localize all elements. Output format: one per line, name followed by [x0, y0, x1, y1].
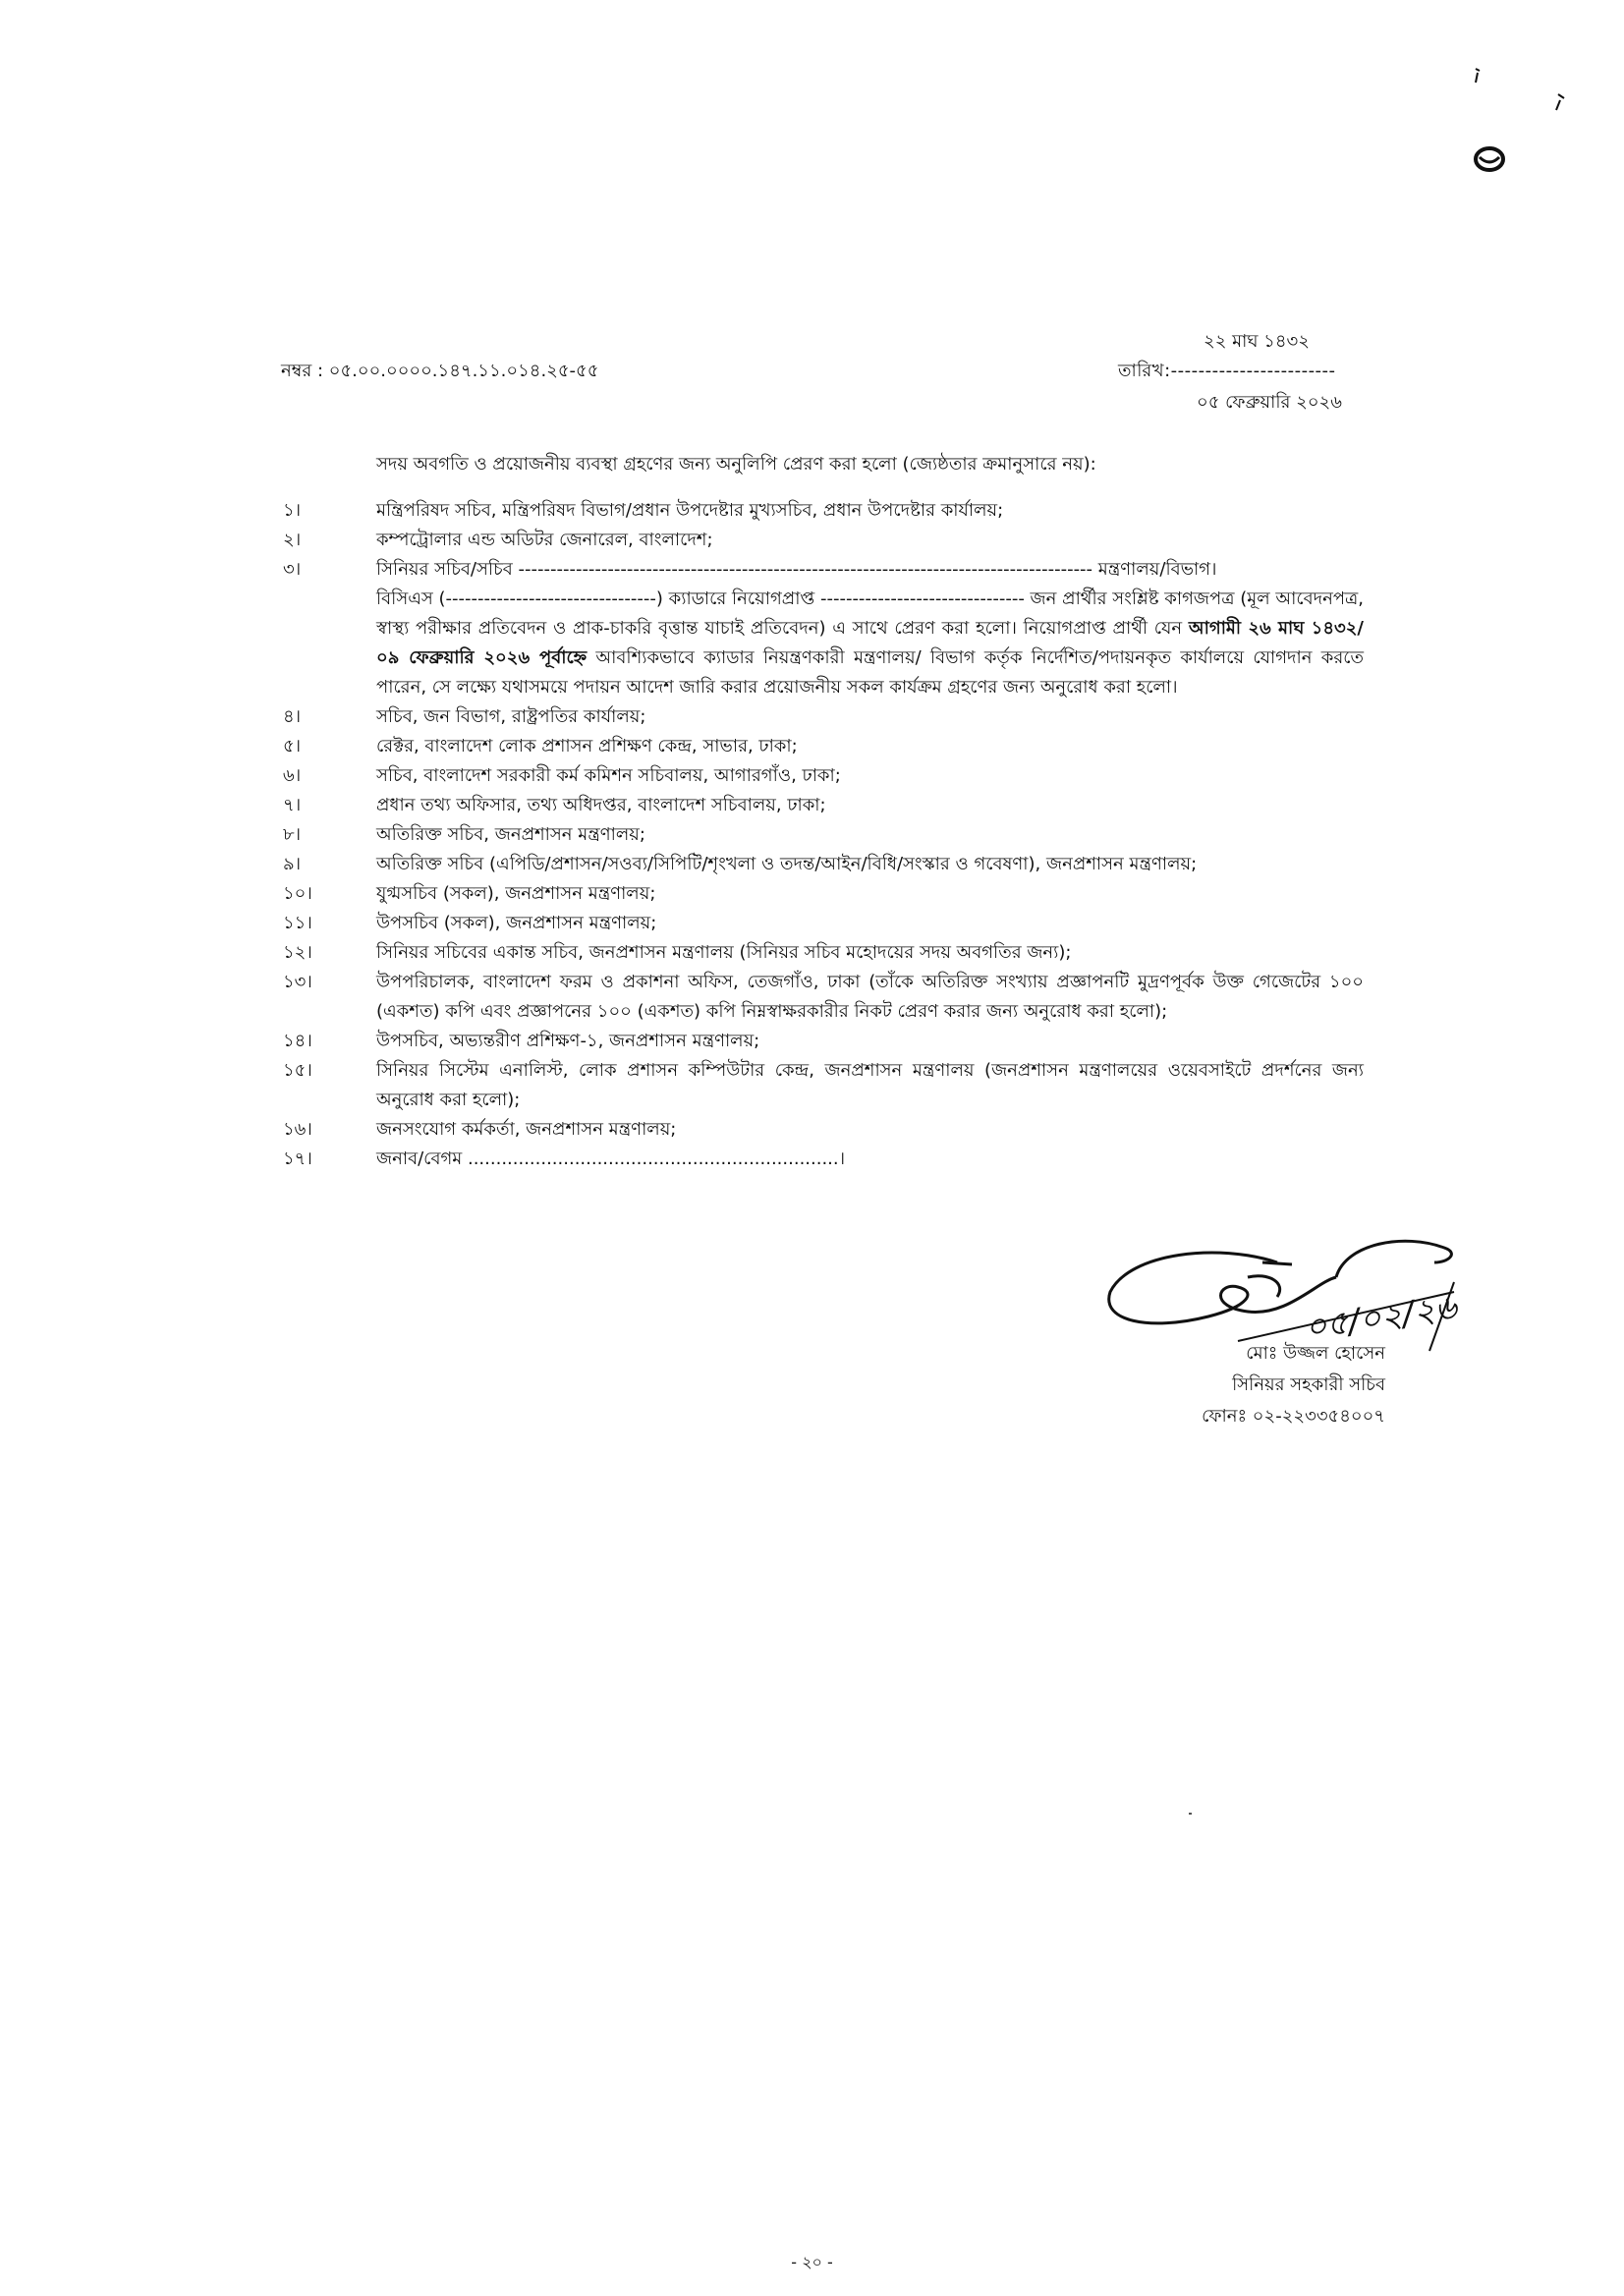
item3-detail-part2: আবশ্যিকভাবে ক্যাডার নিয়ন্ত্রণকারী মন্ত্রণালয়/ বিভাগ কর্তৃক নির্দেশিত/পদায়নকৃত কার্যালয়ে যোগদান করতে পারেন, সে লক্ষ্যে যথাসময়ে পদায়ন আদেশ জারি করার প্রয়োজনীয় সকল কার্যক্রম গ্রহণের জন্য অনুরোধ করা হলো। — [376, 647, 1364, 698]
item-number: ১৫। — [283, 1060, 312, 1081]
item-text: উপসচিব, অভ্যন্তরীণ প্রশিক্ষণ-১, জনপ্রশাসন মন্ত্রণালয়; — [376, 1031, 760, 1051]
signer-designation: সিনিয়র সহকারী সচিব — [1232, 1374, 1385, 1395]
item-number: ৮। — [283, 824, 302, 845]
item-number: ১৭। — [283, 1148, 312, 1169]
item-text: সচিব, জন বিভাগ, রাষ্ট্রপতির কার্যালয়; — [376, 706, 646, 727]
item-text: প্রধান তথ্য অফিসার, তথ্য অধিদপ্তর, বাংলাদেশ সচিবালয়, ঢাকা; — [376, 795, 826, 815]
list-item — [283, 1145, 1364, 1174]
item-text: সিনিয়র সিস্টেম এনালিস্ট, লোক প্রশাসন কম্পিউটার কেন্দ্র, জনপ্রশাসন মন্ত্রণালয় (জনপ্রশাসন মন্ত্রণালয়ের ওয়েবসাইটে প্রদর্শনের জন্য অনুরোধ করা হলো); — [376, 1060, 1364, 1110]
item-number: ১১। — [283, 913, 312, 933]
item-number: ৪। — [283, 706, 302, 727]
list-item — [283, 1115, 1364, 1145]
item-text: অতিরিক্ত সচিব (এপিডি/প্রশাসন/সওব্য/সিপিটি/শৃংখলা ও তদন্ত/আইন/বিধি/সংস্কার ও গবেষণা), জনপ্রশাসন মন্ত্রণালয়; — [376, 854, 1198, 874]
item-number: ১। — [283, 500, 302, 521]
signer-name: মোঃ উজ্জল হোসেন — [1246, 1343, 1385, 1364]
list-item — [283, 820, 1364, 850]
list-item — [283, 791, 1364, 820]
item-number: ৬। — [283, 765, 302, 786]
item-text: কম্পট্রোলার এন্ড অডিটর জেনারেল, বাংলাদেশ; — [376, 530, 713, 550]
item-text: জনাব/বেগম ..................................................................। — [376, 1148, 846, 1169]
item3-detail-part1: বিসিএস (---------------------------------) ক্যাডারে নিয়োগপ্রাপ্ত -------------------------------- জন প্রার্থীর সংশ্লিষ্ট কাগজপত্র (মূল আবেদনপত্র, স্বাস্থ্য পরীক্ষার প্রতিবেদন ও প্রাক-চাকরি বৃত্তান্ত যাচাই প্রতিবেদন) এ সাথে প্রেরণ করা হলো। নিয়োগপ্রাপ্ত প্রার্থী যেন — [376, 588, 1364, 639]
item-number: ২। — [283, 530, 302, 550]
list-item — [283, 879, 1364, 909]
date-bangla: ২২ মাঘ ১৪৩২ — [1204, 331, 1310, 352]
signer-phone: ফোনঃ ০২-২২৩৩৫৪০০৭ — [1202, 1406, 1385, 1427]
item-number: ১৪। — [283, 1031, 312, 1051]
page-number: - ২০ - — [791, 2253, 833, 2271]
item-number: ৫। — [283, 736, 302, 756]
item-text: মন্ত্রিপরিষদ সচিব, মন্ত্রিপরিষদ বিভাগ/প্রধান উপদেষ্টার মুখ্যসচিব, প্রধান উপদেষ্টার কার্যালয়; — [376, 500, 1004, 521]
item-number: ১০। — [283, 883, 312, 904]
list-item — [283, 555, 1364, 585]
list-item — [283, 732, 1364, 761]
item-text: সচিব, বাংলাদেশ সরকারী কর্ম কমিশন সচিবালয়, আগারগাঁও, ঢাকা; — [376, 765, 841, 786]
item-number: ১২। — [283, 942, 312, 963]
item3-detail — [376, 585, 1364, 702]
item-text: উপপরিচালক, বাংলাদেশ ফরম ও প্রকাশনা অফিস, তেজগাঁও, ঢাকা (তাঁকে অতিরিক্ত সংখ্যায় প্রজ্ঞাপনটি মুদ্রণপূর্বক উক্ত গেজেটের ১০০ (একশত) কপি এবং প্রজ্ঞাপনের ১০০ (একশত) কপি নিম্নস্বাক্ষরকারীর নিকট প্রেরণ করার জন্য অনুরোধ করা হলো); — [376, 972, 1364, 1022]
list-item — [283, 968, 1364, 1027]
list-item — [283, 909, 1364, 938]
item-text: জনসংযোগ কর্মকর্তা, জনপ্রশাসন মন্ত্রণালয়; — [376, 1119, 677, 1140]
item-number: ১৩। — [283, 972, 312, 992]
recipient-list — [283, 496, 1364, 1174]
list-item — [283, 1027, 1364, 1056]
item-number: ১৬। — [283, 1119, 312, 1140]
intro-text: সদয় অবগতি ও প্রয়োজনীয় ব্যবস্থা গ্রহণের জন্য অনুলিপি প্রেরণ করা হলো (জ্যেষ্ঠতার ক্রমানুসারে নয়): — [376, 454, 1096, 475]
item-text: সিনিয়র সচিবের একান্ত সচিব, জনপ্রশাসন মন্ত্রণালয় (সিনিয়র সচিব মহোদয়ের সদয় অবগতির জন্য); — [376, 942, 1072, 963]
joining-deadline: আগামী ২৬ মাঘ ১৪৩২/ ০৯ ফেব্রুয়ারি ২০২৬ পূর্বাহ্নে — [376, 618, 1364, 668]
list-item — [283, 761, 1364, 791]
list-item — [283, 702, 1364, 732]
date-english: ০৫ ফেব্রুয়ারি ২০২৬ — [1197, 392, 1342, 413]
corner-marks-icon — [1462, 61, 1580, 179]
svg-text:০৫/০২/২৬: ০৫/০২/২৬ — [1302, 1287, 1460, 1348]
item-number: ৭। — [283, 795, 302, 815]
item-number: ৩। — [283, 559, 302, 580]
memo-number: নম্বর : ০৫.০০.০০০০.১৪৭.১১.০১৪.২৫-৫৫ — [281, 361, 599, 381]
signer-block — [1081, 1338, 1385, 1432]
list-item — [283, 1056, 1364, 1115]
item-text: অতিরিক্ত সচিব, জনপ্রশাসন মন্ত্রণালয়; — [376, 824, 645, 845]
item-text: উপসচিব (সকল), জনপ্রশাসন মন্ত্রণালয়; — [376, 913, 657, 933]
list-item — [283, 850, 1364, 879]
list-item — [283, 938, 1364, 968]
list-item — [283, 496, 1364, 526]
list-item — [283, 526, 1364, 555]
item-text: যুগ্মসচিব (সকল), জনপ্রশাসন মন্ত্রণালয়; — [376, 883, 656, 904]
scan-speck — [1189, 1813, 1192, 1815]
date-label: তারিখ:------------------------ — [1118, 361, 1336, 381]
item-number: ৯। — [283, 854, 302, 874]
item-text: রেক্টর, বাংলাদেশ লোক প্রশাসন প্রশিক্ষণ কেন্দ্র, সাভার, ঢাকা; — [376, 736, 798, 756]
item-text: সিনিয়র সচিব/সচিব ------------------------------------------------------------------------------------------ মন্ত্রণালয়/বিভাগ। — [376, 559, 1217, 580]
